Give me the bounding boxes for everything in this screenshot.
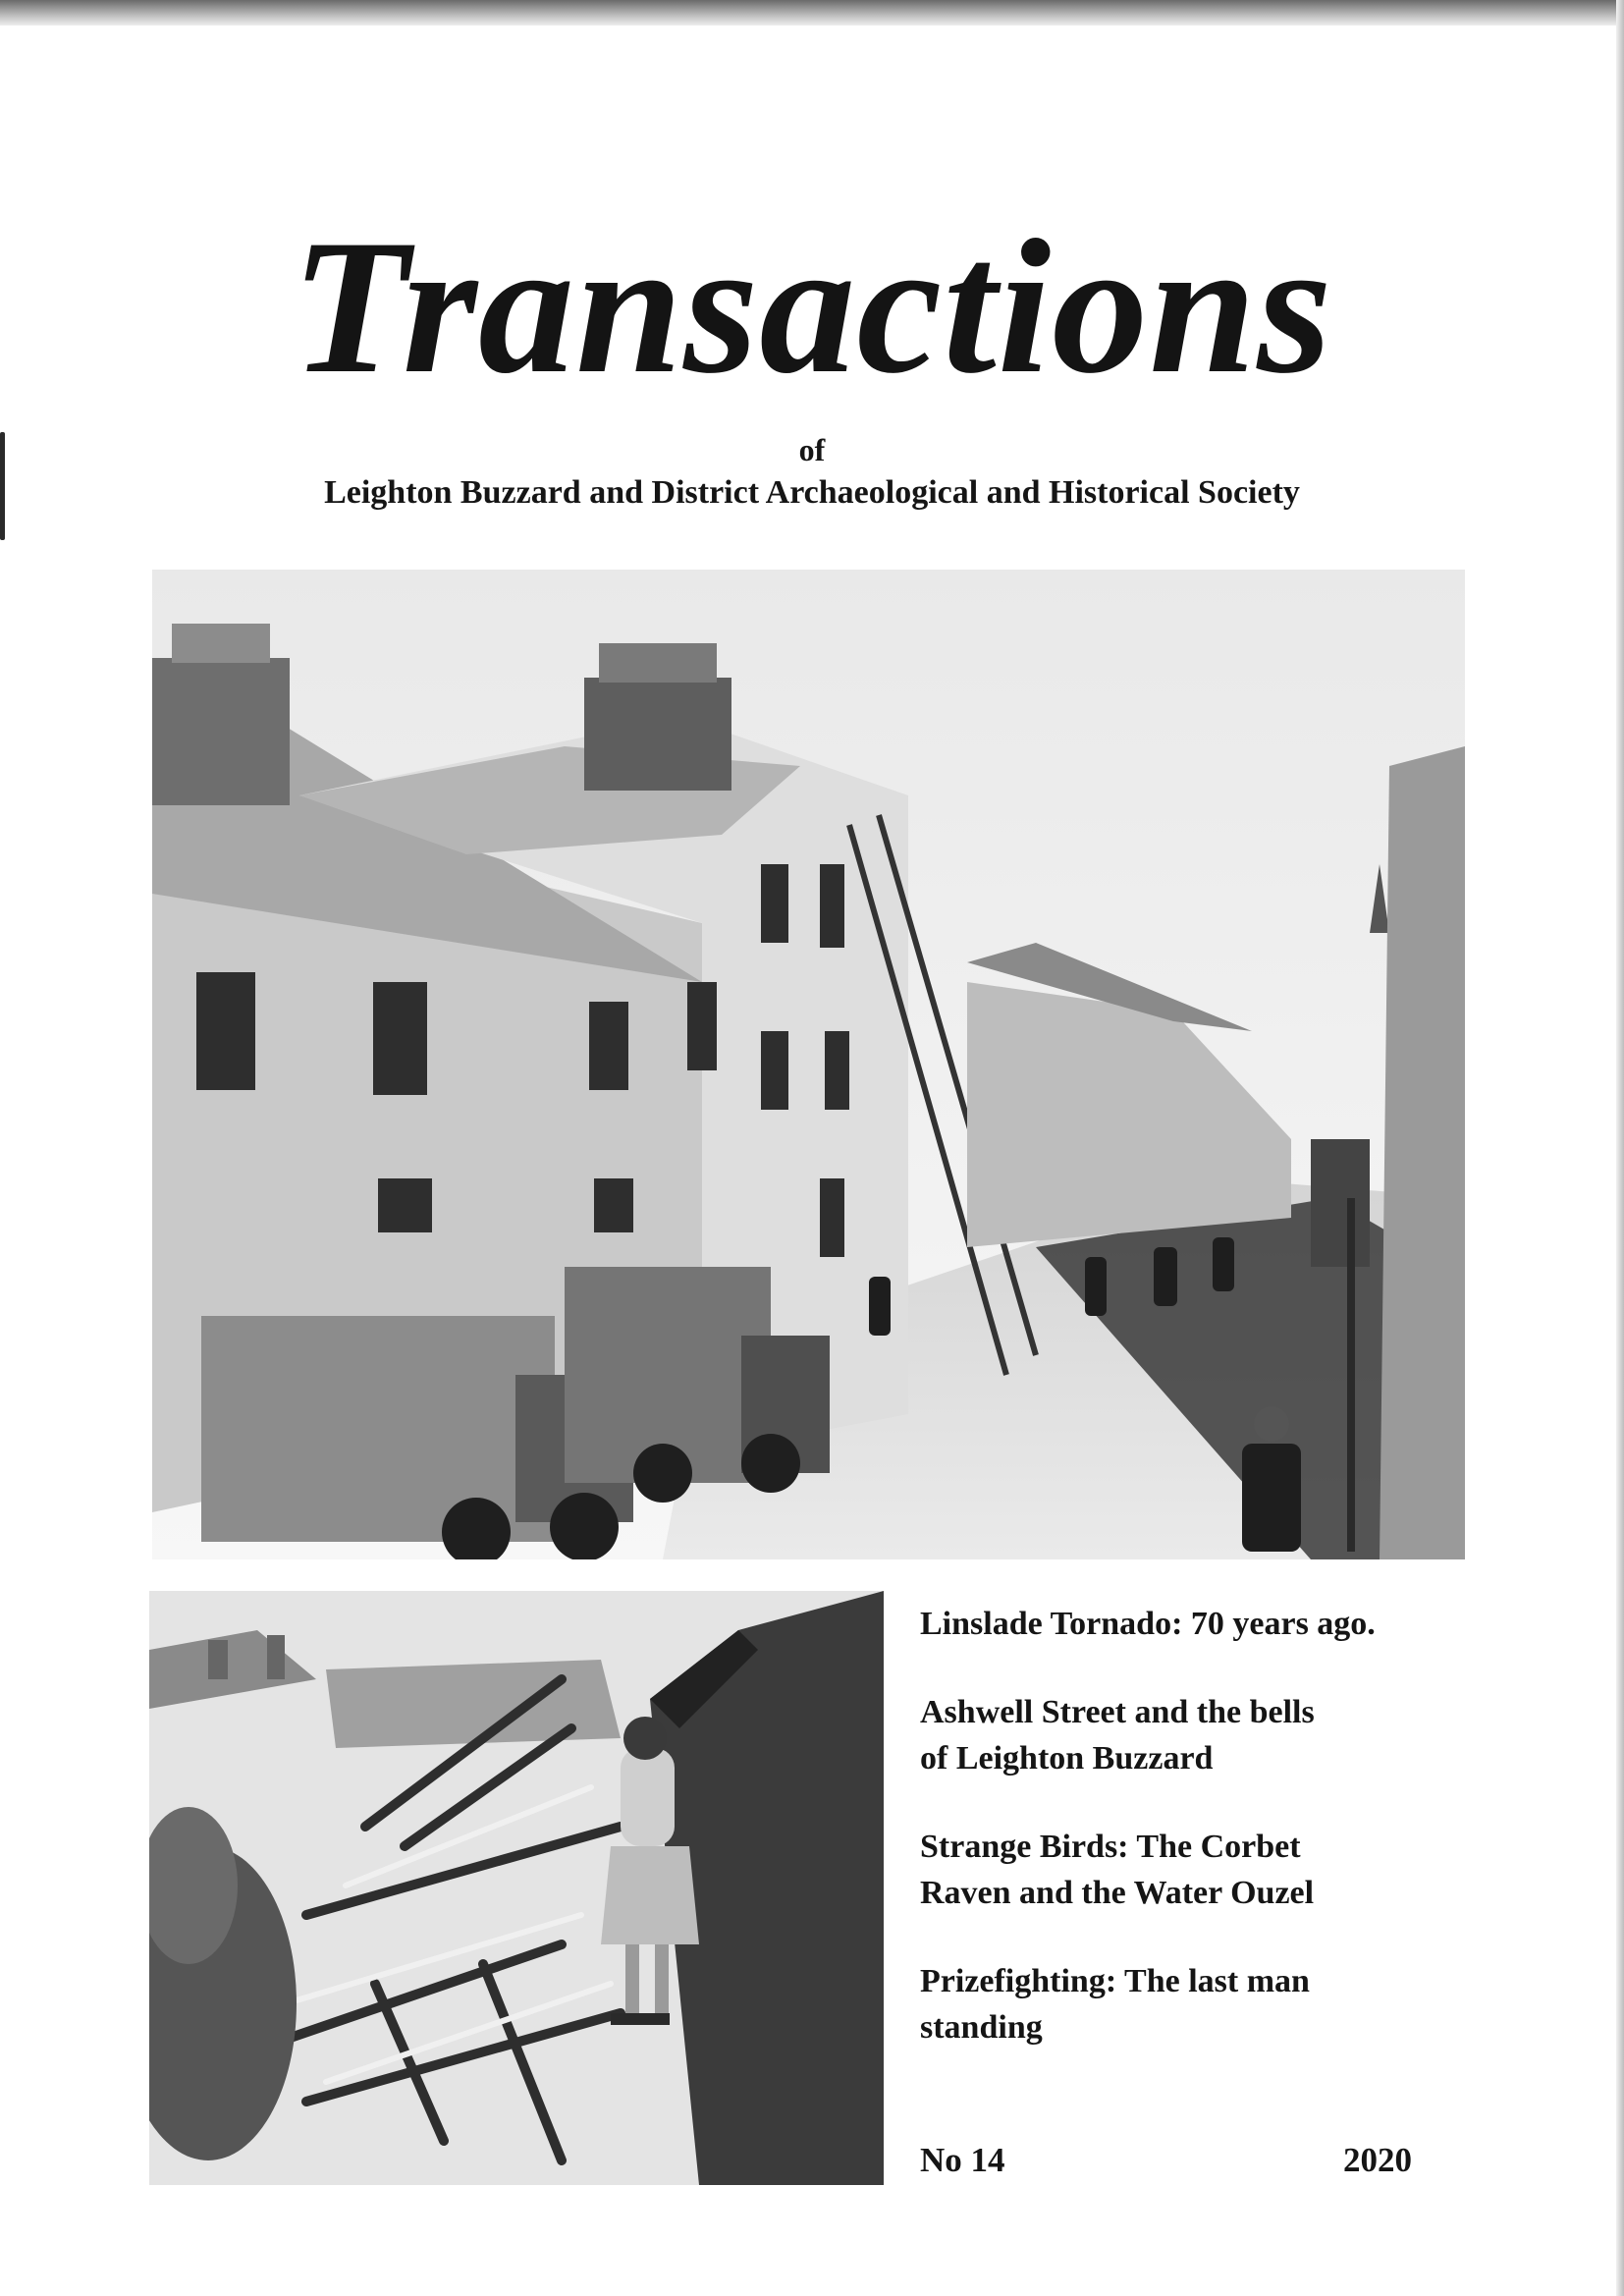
contents-item-strange-birds: Strange Birds: The Corbet Raven and the Water Ouzel [920, 1829, 1315, 1911]
cover-title: Transactions [291, 200, 1333, 413]
inset-cover-photo [149, 1591, 884, 2185]
street-scene-photo-icon [152, 570, 1465, 1559]
contents-item-ashwell-street: Ashwell Street and the bells of Leighton Buzzard [920, 1694, 1315, 1777]
contents-item-linslade-tornado: Linslade Tornado: 70 years ago. [920, 1606, 1376, 1642]
subtitle-of: of [798, 432, 826, 467]
contents-item-prizefighting: Prizefighting: The last man standing [920, 1963, 1310, 2046]
contents-list [920, 1601, 1548, 2093]
society-name: Leighton Buzzard and District Archaeological and Historical Society [324, 474, 1300, 511]
damaged-shed-photo-icon [149, 1591, 884, 2185]
issue-year: 2020 [1343, 2141, 1412, 2179]
issue-number: No 14 [920, 2141, 1005, 2179]
main-cover-photo [152, 570, 1465, 1559]
scan-edge-top [0, 0, 1624, 26]
